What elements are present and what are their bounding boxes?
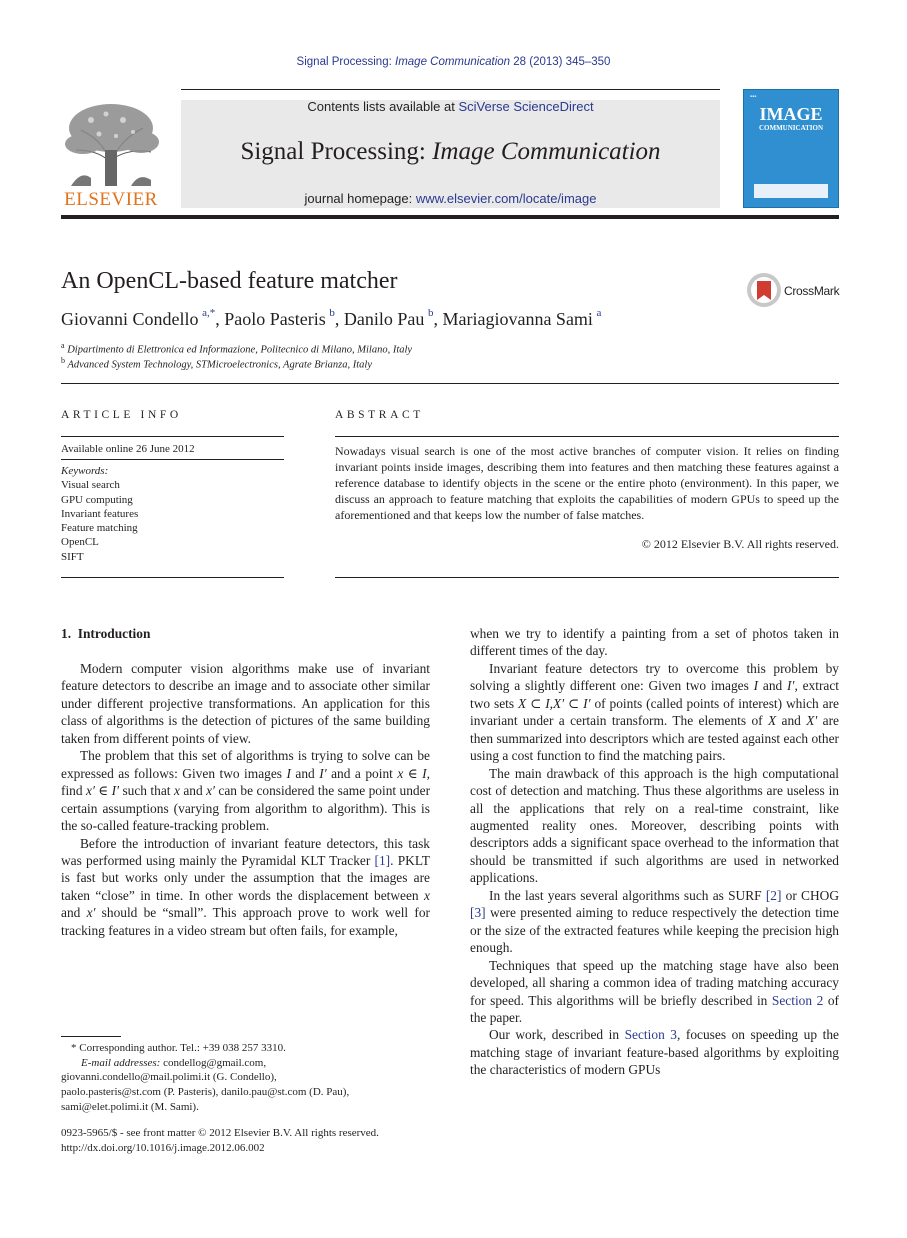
affiliation-text: Dipartimento di Elettronica ed Informazione, Politecnico di Milano, Milano, Italy — [67, 344, 413, 356]
keywords-block — [61, 464, 138, 564]
paragraph: Before the introduction of invariant feature detectors, this task was performed using mainly the Pyramidal KLT Tracker [1]. PKLT is fast but works only under the assumption that the images are taken “close” in time. In other words the displacement between x and x′ should be “small”. This approach prove to work well for tracking features in a video stream but often fails, for example, — [61, 835, 430, 938]
affiliation-label: b — [61, 356, 65, 365]
paragraph: Techniques that speed up the matching stage have also been developed, all sharing a common idea of trading matching accuracy for speed. This algorithms will be briefly described in Section 2 of the paper. — [470, 957, 839, 1025]
paragraph: Invariant feature detectors try to overcome this problem by solving a slightly different one: Given two images I and I′, extract two sets X ⊂ I,X′ ⊂ I′ of points (called points of interest) which are invariant under a certain transform. The elements of X and X′ are then summarized into descriptors which are tested against each other using a cost function to find the matching pairs. — [470, 660, 840, 764]
paragraph: Our work, described in Section 3, focuses on speeding up the matching stage of invariant feature-based algorithms by exploiting the characteristics of modern GPUs — [470, 1027, 839, 1078]
issn-line: 0923-5965/$ - see front matter © 2012 Elsevier B.V. All rights reserved. — [61, 1127, 379, 1139]
author-affil-sup[interactable]: a — [596, 307, 602, 319]
doi-link[interactable]: http://dx.doi.org/10.1016/j.image.2012.06.002 — [61, 1141, 265, 1154]
affiliation-a — [61, 341, 412, 356]
journal-ref-prefix: Signal Processing: — [296, 56, 395, 68]
email-line — [61, 1056, 441, 1071]
abstract-copyright: © 2012 Elsevier B.V. All rights reserved. — [641, 537, 839, 551]
abstract-text: Nowadays visual search is one of the most active branches of computer vision. It relies on finding invariant points inside images, describing them into features and then matching these features against a reference database to identify objects in the scene or the entire photo (environment). In this paper, we discuss an approach to feature matching that exploits the capabilities of modern GPUs to speed up the aforementioned and that keeps low the number of false matches. — [335, 444, 839, 523]
author-name: Giovanni Condello — [61, 309, 199, 329]
author-name: Paolo Pasteris — [224, 309, 326, 329]
crossmark-label: CrossMark — [784, 284, 840, 298]
section-link[interactable]: Section 3 — [624, 1027, 677, 1043]
keywords-label: Keywords: — [61, 465, 109, 477]
homepage-prefix: journal homepage: — [304, 191, 416, 206]
journal-ref-suffix: 28 (2013) 345–350 — [510, 56, 611, 68]
author-affil-sup[interactable]: b — [427, 307, 434, 319]
abstract-rule — [335, 436, 839, 437]
cover-title-image: IMAGE — [759, 104, 823, 124]
elsevier-logo — [61, 100, 161, 210]
author-4[interactable] — [442, 309, 601, 329]
keyword: Invariant features — [61, 507, 139, 520]
email-line[interactable]: paolo.pasteris@st.com (P. Pasteris), danilo.pau@st.com (D. Pau), — [61, 1086, 350, 1099]
footnotes — [61, 1041, 441, 1115]
affiliation-label: a — [61, 341, 65, 350]
journal-reference[interactable] — [0, 56, 907, 68]
cover-footer-band — [754, 184, 828, 198]
journal-title — [181, 138, 720, 166]
section-title: Introduction — [77, 626, 151, 641]
section-number: 1. — [61, 626, 72, 641]
citation-link[interactable]: [3] — [470, 905, 486, 921]
author-separator: , — [433, 309, 443, 329]
header-top-rule — [181, 89, 720, 90]
journal-cover-thumbnail[interactable] — [743, 89, 839, 208]
email-line[interactable]: giovanni.condello@mail.polimi.it (G. Condello), — [61, 1071, 277, 1084]
citation-link[interactable]: [1] — [374, 852, 391, 868]
paragraph: when we try to identify a painting from a set of photos taken in different times of the day. — [470, 626, 839, 659]
author-2[interactable] — [224, 309, 344, 329]
affiliation-text: Advanced System Technology, STMicroelectronics, Agrate Brianza, Italy — [67, 359, 372, 371]
abstract-bottom-rule — [335, 577, 839, 578]
email-label: E-mail addresses: — [81, 1056, 161, 1069]
journal-ref-italic: Image Communication — [395, 56, 511, 68]
journal-homepage — [181, 191, 720, 206]
header-thick-rule — [61, 215, 839, 219]
paragraph: Modern computer vision algorithms make use of invariant feature detectors to describe an image and to associate other similar under different projective transformations. An application for this class of algorithms is the detection of pictures of the same building taken from different points of view. — [61, 661, 430, 746]
crossmark-badge[interactable] — [746, 272, 840, 313]
author-affil-sup[interactable]: a,* — [202, 307, 216, 319]
author-list — [61, 309, 601, 330]
author-name: Danilo Pau — [343, 309, 425, 329]
section-link[interactable]: Section 2 — [771, 992, 824, 1008]
available-online: Available online 26 June 2012 — [61, 443, 195, 455]
keyword: OpenCL — [61, 536, 99, 549]
footnote-rule — [61, 1036, 121, 1037]
crossmark-icon — [746, 272, 782, 308]
keyword: Feature matching — [61, 522, 138, 535]
article-info-bottom-rule — [61, 577, 284, 578]
author-3[interactable] — [344, 309, 443, 329]
author-name: Mariagiovanna Sami — [442, 309, 593, 329]
homepage-link[interactable]: www.elsevier.com/locate/image — [415, 191, 597, 206]
article-info-rule — [61, 436, 284, 437]
elsevier-wordmark: ELSEVIER — [64, 189, 158, 210]
right-column — [470, 625, 839, 1079]
email-address[interactable]: condellog@gmail.com, — [160, 1056, 267, 1069]
paper-title: An OpenCL-based feature matcher — [61, 268, 398, 294]
cover-small-text: ▪▪▪ — [750, 94, 757, 100]
affiliation-rule — [61, 383, 839, 384]
citation-link[interactable]: [2] — [765, 887, 782, 903]
section-heading-introduction — [61, 626, 150, 642]
front-matter-info — [61, 1126, 441, 1155]
article-info-heading: ARTICLE INFO — [61, 409, 182, 421]
keyword: Visual search — [61, 479, 120, 492]
paragraph: The main drawback of this approach is the high computational cost of detection and matching. Thus these algorithms are useless in all the applications that rely on a real-time constraint, like augmented reality ones. Moreover, describing points with descriptors adds a significant space overhead to the information that should be transmitted if such algorithms are used in networked applications. — [470, 765, 839, 886]
keywords-rule — [61, 459, 284, 460]
journal-title-italic: Image Communication — [432, 138, 661, 165]
contents-prefix: Contents lists available at — [307, 99, 459, 114]
abstract-heading: ABSTRACT — [335, 409, 424, 421]
left-column — [61, 660, 430, 939]
keyword: GPU computing — [61, 493, 133, 506]
journal-title-plain: Signal Processing: — [240, 138, 433, 165]
paragraph: In the last years several algorithms such as SURF [2] or CHOG [3] were presented aiming to reduce respectively the detection time or the size of the extracted features while keeping the precision high enough. — [470, 887, 839, 956]
paragraph: The problem that this set of algorithms is trying to solve can be expressed as follows: Given two images I and I′ and a point x ∈ I, find x′ ∈ I′ such that x and x′ can be considered the same point under certain assumptions (varying from algorithm to algorithm). This is the so-called feature-tracking problem. — [61, 748, 431, 834]
author-1[interactable] — [61, 309, 224, 329]
cover-title-communication: COMMUNICATION — [758, 124, 824, 132]
contents-line — [181, 99, 720, 114]
elsevier-tree-icon — [61, 100, 161, 188]
author-affil-sup[interactable]: b — [329, 307, 335, 319]
email-line[interactable]: sami@elet.polimi.it (M. Sami). — [61, 1100, 199, 1113]
keyword: SIFT — [61, 550, 84, 563]
corresponding-author-note: * Corresponding author. Tel.: +39 038 257 3310. — [71, 1042, 286, 1054]
sciencedirect-link[interactable]: SciVerse ScienceDirect — [458, 99, 594, 114]
author-separator: , — [215, 309, 225, 329]
author-separator: , — [334, 309, 344, 329]
affiliation-b — [61, 356, 372, 371]
